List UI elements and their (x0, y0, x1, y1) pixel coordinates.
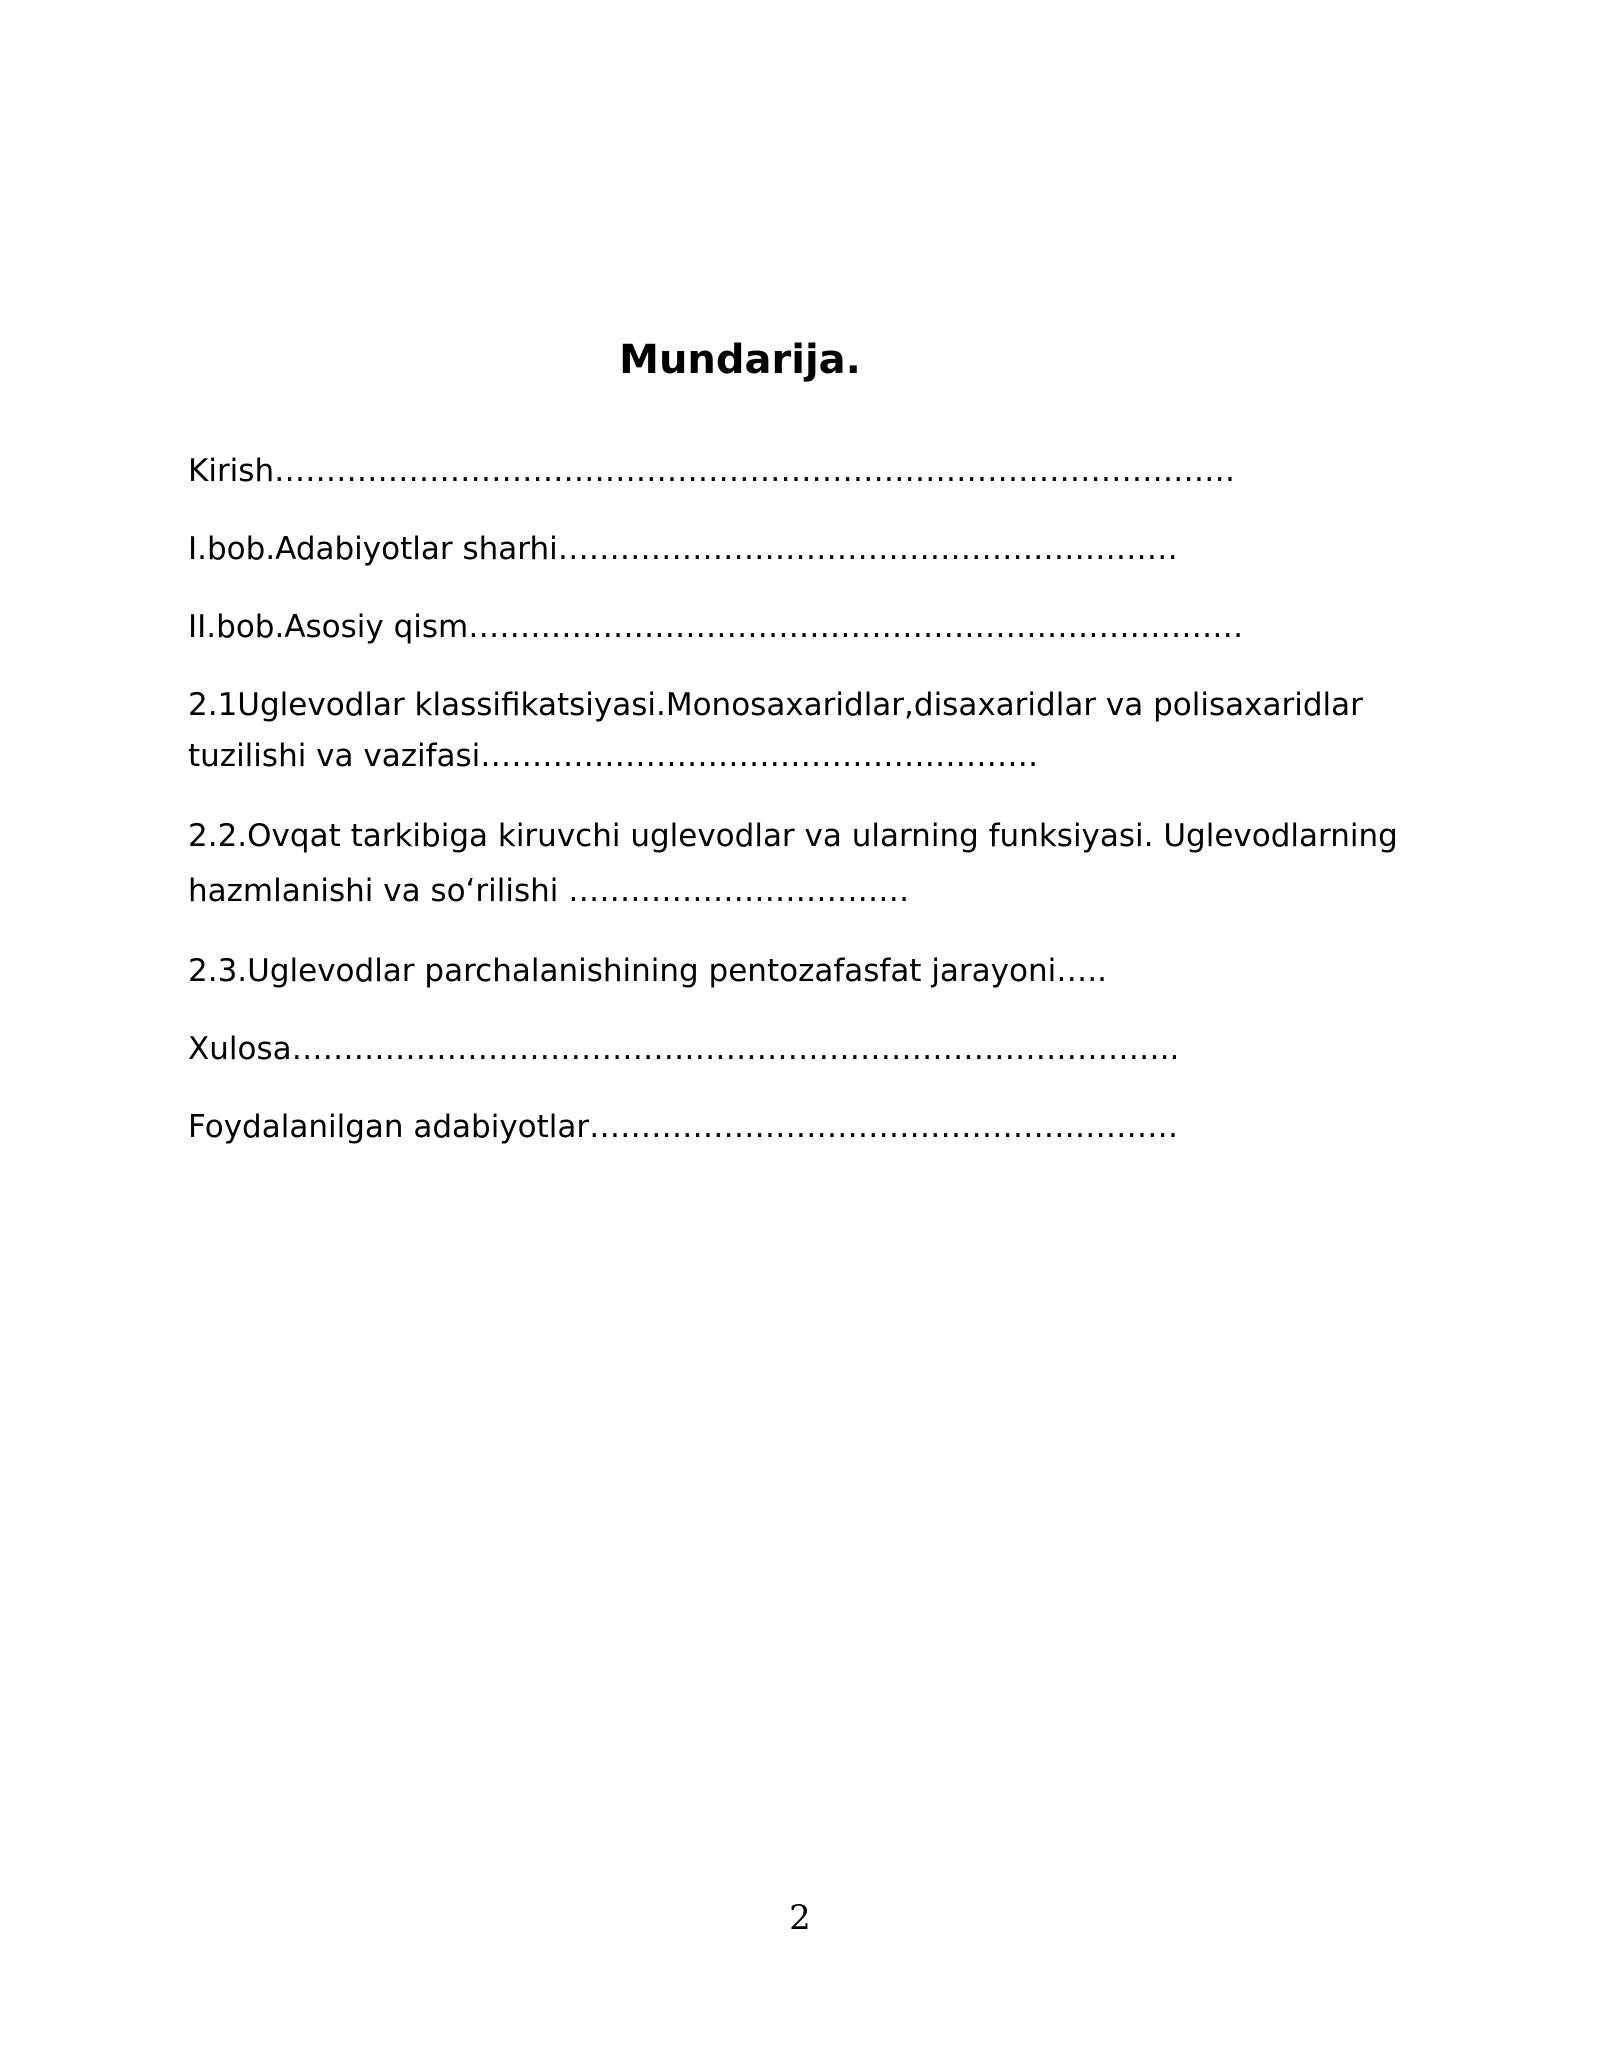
toc-item-xulosa (188, 1024, 1388, 1075)
toc-item-line: 2.1Uglevodlar klassifikatsiyasi.Monosaxaridlar,disaxaridlar va polisaxaridlar (188, 687, 1363, 723)
toc-item-line: Foydalanilgan adabiyotlar………………………………………………… (188, 1109, 1179, 1145)
toc-item-line: 2.3.Uglevodlar parchalanishining pentozafasfat jarayoni….. (188, 953, 1107, 989)
toc-item-2-2 (188, 809, 1398, 919)
toc-item-line: hazmlanishi va so‘rilishi …………………………… (188, 873, 910, 909)
table-of-contents (188, 446, 1398, 1180)
page-title: Mundarija. (619, 337, 861, 383)
toc-item-kirish (188, 446, 1388, 497)
toc-item-foydalanilgan-adabiyotlar (188, 1102, 1388, 1153)
toc-item-line: I.bob.Adabiyotlar sharhi…………………………………………………… (188, 531, 1178, 567)
toc-item-adabiyotlar-sharhi (188, 524, 1388, 575)
toc-item-line: tuzilishi va vazifasi……………………………………………… (188, 738, 1039, 774)
toc-item-2-1 (188, 680, 1388, 782)
toc-item-2-3 (188, 946, 1388, 997)
toc-item-line: II.bob.Asosiy qism………………………………………………………………… (188, 609, 1244, 645)
toc-item-line: Xulosa………………………………………………………………………….. (188, 1031, 1180, 1067)
page-number: 2 (789, 1898, 811, 1938)
toc-item-line: Kirish………………………………………………………………………………… (188, 453, 1236, 489)
toc-item-line: 2.2.Ovqat tarkibiga kiruvchi uglevodlar va ularning funksiyasi. Uglevodlarning (188, 818, 1398, 854)
toc-item-asosiy-qism (188, 602, 1388, 653)
